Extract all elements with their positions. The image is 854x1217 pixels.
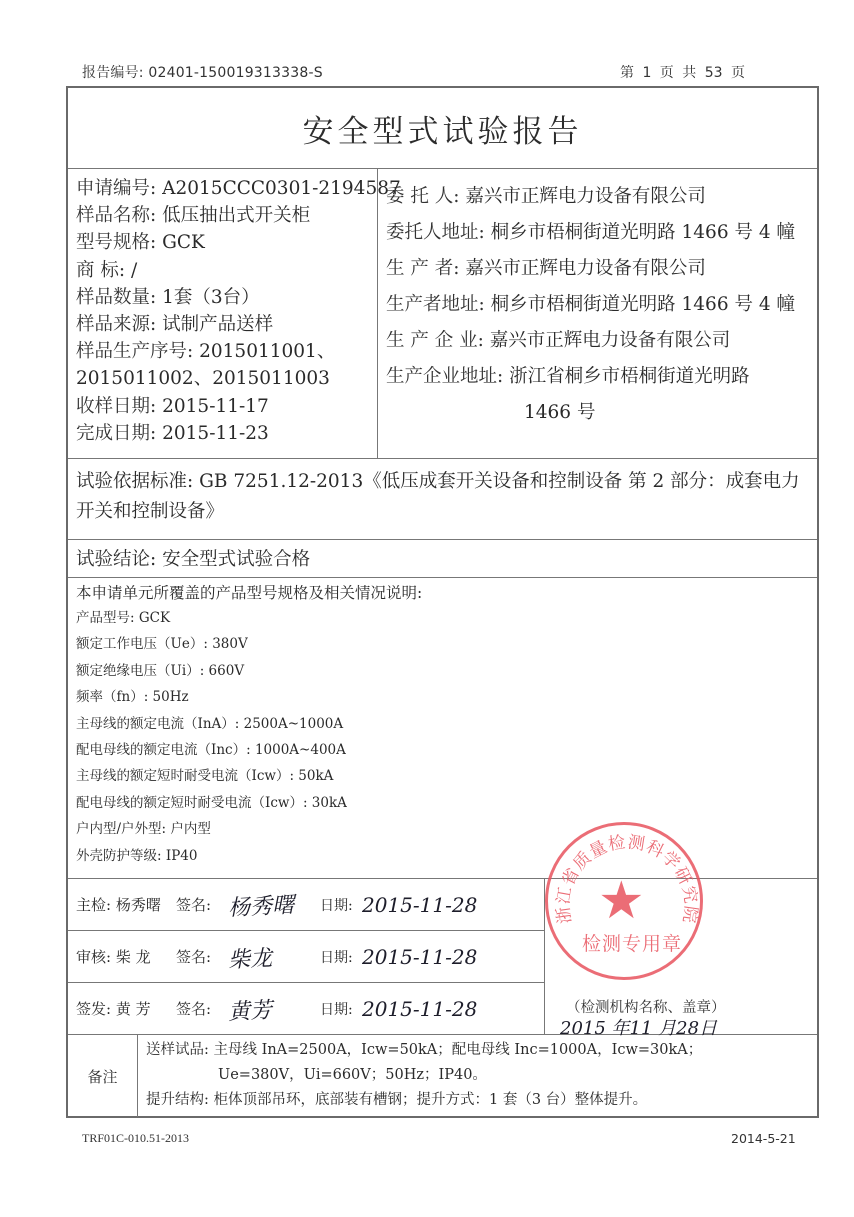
page-title: 安全型式试验报告 (302, 113, 583, 150)
page-info: 第 1 页 共 53 页 (620, 65, 745, 81)
seal-purpose: 检测专用章 (582, 933, 683, 955)
spec-item: 主母线的额定短时耐受电流（Icw）: 50kA (76, 768, 334, 785)
info-model: 型号规格: GCK (76, 232, 205, 254)
signature-row-reviewer: 审核: 柴 龙 签名: 柴龙 日期: 2015-11-28 (68, 930, 545, 982)
info-trademark: 商 标: / (76, 259, 138, 281)
spec-item: 配电母线的额定短时耐受电流（Icw）: 30kA (76, 794, 347, 811)
notes-row (68, 1034, 817, 1116)
official-seal (545, 822, 703, 980)
info-application-no: 申请编号: A2015CCC0301-2194587 (76, 178, 401, 199)
seal-caption: （检测机构名称、盖章） (566, 1000, 726, 1016)
report-number-value: 02401-150019313338-S (148, 65, 323, 81)
info-manufacturer-address: 生产企业地址: 浙江省桐乡市梧桐街道光明路 (386, 366, 750, 387)
notes-label: 备注 (68, 1035, 138, 1117)
spec-item: 产品型号: GCK (76, 610, 171, 626)
info-producer-address: 生产者地址: 桐乡市梧桐街道光明路 1466 号 4 幢 (386, 294, 795, 315)
notes-body (146, 1038, 702, 1113)
spec-item: 外壳防护等级: IP40 (76, 847, 198, 864)
spec-item: 额定绝缘电压（Ui）: 660V (76, 662, 245, 679)
info-received-date: 收样日期: 2015-11-17 (76, 395, 269, 417)
report-number-label: 报告编号: (82, 65, 144, 81)
info-client: 委 托 人: 嘉兴市正辉电力设备有限公司 (386, 186, 706, 207)
info-manufacturer: 生 产 企 业: 嘉兴市正辉电力设备有限公司 (386, 330, 731, 351)
form-date: 2014-5-21 (731, 1131, 796, 1146)
spec-item: 额定工作电压（Ue）: 380V (76, 636, 248, 653)
star-icon: ★ (598, 871, 645, 931)
specs-heading: 本申请单元所覆盖的产品型号规格及相关情况说明: (76, 584, 423, 602)
info-client-address: 委托人地址: 桐乡市梧桐街道光明路 1466 号 4 幢 (386, 222, 795, 243)
info-sample-name: 样品名称: 低压抽出式开关柜 (76, 205, 311, 227)
handwritten-signature: 黄芳 (227, 998, 273, 1026)
seal-date: 2015 年11 月28日 (560, 1018, 718, 1039)
test-conclusion-label: 试验结论: (76, 549, 157, 570)
handwritten-date: 2015-11-28 (362, 996, 478, 1021)
test-standard-label: 试验依据标准: (76, 471, 194, 492)
test-standard (68, 458, 817, 540)
title-row (68, 88, 817, 169)
report-number (82, 62, 323, 82)
client-info (378, 169, 817, 458)
info-serial-no: 样品生产序号: 2015011001、 (76, 341, 336, 363)
svg-text:浙江省质量检测科学研究院: 浙江省质量检测科学研究院 (553, 832, 701, 925)
info-source: 样品来源: 试制产品送样 (76, 314, 274, 336)
spec-item: 主母线的额定电流（InA）: 2500A~1000A (76, 715, 344, 732)
info-serial-no-cont: 2015011002、2015011003 (76, 368, 330, 390)
spec-item: 配电母线的额定电流（Inc）: 1000A~400A (76, 742, 346, 759)
handwritten-signature: 柴龙 (227, 946, 273, 974)
signature-row-issuer: 签发: 黄 芳 签名: 黄芳 日期: 2015-11-28 (68, 982, 545, 1034)
form-number: TRF01C-010.51-2013 (82, 1131, 190, 1145)
notes-line: 送样试品: 主母线 InA=2500A，Icw=50kA；配电母线 Inc=1000A，Icw=30kA； (146, 1042, 703, 1058)
signature-row-inspector: 主检: 杨秀曙 签名: 杨秀曙 日期: 2015-11-28 (68, 878, 545, 930)
test-conclusion-value: 安全型式试验合格 (162, 549, 311, 570)
spec-item: 户内型/户外型: 户内型 (76, 821, 211, 838)
handwritten-date: 2015-11-28 (362, 944, 478, 969)
notes-line: Ue=380V，Ui=660V；50Hz；IP40。 (218, 1067, 487, 1083)
info-producer: 生 产 者: 嘉兴市正辉电力设备有限公司 (386, 258, 706, 279)
handwritten-signature: 杨秀曙 (227, 892, 295, 922)
test-conclusion (68, 540, 817, 578)
report-form (66, 86, 819, 1118)
notes-line: 提升结构: 柜体顶部吊环，底部装有槽钢；提升方式：1 套（3 台）整体提升。 (146, 1092, 648, 1108)
sample-info (68, 169, 401, 458)
handwritten-date: 2015-11-28 (362, 892, 478, 917)
info-manufacturer-address-cont: 1466 号 (524, 402, 596, 423)
info-quantity: 样品数量: 1套（3台） (76, 286, 260, 308)
test-standard-value: GB 7251.12-2013《低压成套开关设备和控制设备 第 2 部分：成套电力开关和控制设备》 (76, 471, 800, 522)
spec-item: 频率（fn）: 50Hz (76, 689, 189, 706)
info-completed-date: 完成日期: 2015-11-23 (76, 422, 269, 444)
